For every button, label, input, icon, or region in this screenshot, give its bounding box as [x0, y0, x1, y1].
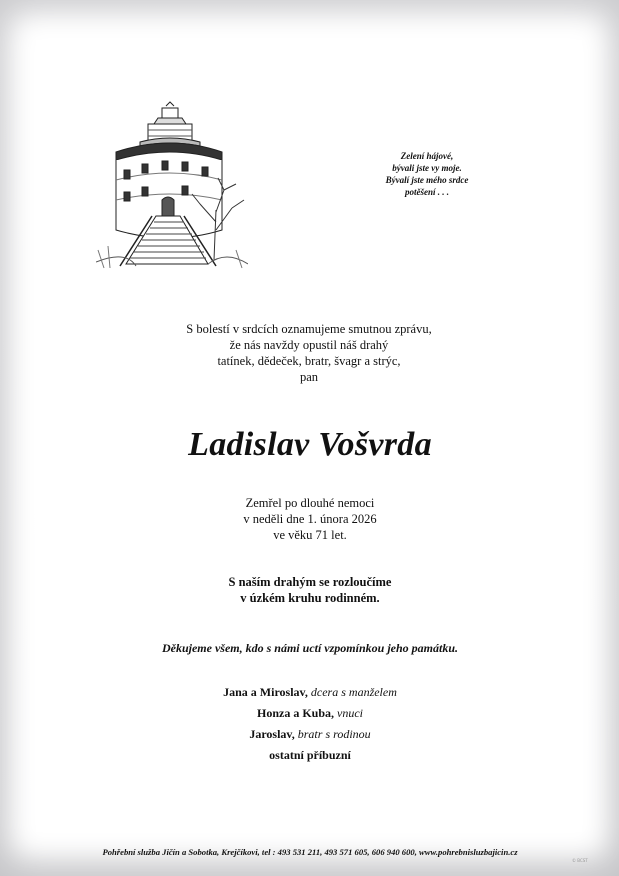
- death-details: [200, 495, 420, 543]
- mourner-relation: vnuci: [337, 706, 363, 720]
- deceased-name: Ladislav Vošvrda: [188, 426, 432, 463]
- poem-line: bývali jste vy moje.: [392, 163, 462, 173]
- mourner-row: [150, 703, 470, 724]
- mourners-list: [150, 682, 470, 766]
- mourner-row: [150, 745, 470, 766]
- mourner-row: [150, 724, 470, 745]
- mourner-relation: bratr s rodinou: [297, 727, 371, 741]
- corner-stamp: © BCST: [572, 858, 588, 863]
- poem-line: potěšení . . .: [405, 187, 449, 197]
- farewell-line: S naším drahým se rozloučíme: [228, 575, 392, 589]
- mourner-names: Honza a Kuba,: [256, 706, 334, 720]
- mourner-relation: dcera s manželem: [310, 685, 397, 699]
- farewell-line: v úzkém kruhu rodinném.: [240, 591, 380, 605]
- funeral-service-footer: Pohřební služba Jičín a Sobotka, Krejčíkovi, tel : 493 531 211, 493 571 605, 606 940 600, www.pohrebnisluzbajicin.cz: [102, 847, 518, 857]
- mourner-row: [150, 682, 470, 703]
- intro-line: S bolestí v srdcích oznamujeme smutnou zprávu,: [186, 322, 432, 336]
- mourner-names: Jaroslav,: [249, 727, 295, 741]
- intro-line: tatínek, dědeček, bratr, švagr a strýc,: [217, 354, 401, 368]
- announcement-intro: [150, 321, 468, 385]
- poem-line: Zelení hájové,: [400, 151, 454, 161]
- poem-quote: [372, 150, 482, 198]
- farewell-notice: [180, 574, 440, 606]
- mourner-names: ostatní příbuzní: [269, 748, 351, 762]
- death-line: Zemřel po dlouhé nemoci: [245, 496, 375, 510]
- thanks-line: Děkujeme všem, kdo s námi uctí vzpomínkou jeho památku.: [161, 641, 458, 655]
- intro-line: pan: [299, 370, 319, 384]
- castle-illustration: [96, 100, 248, 270]
- poem-line: Bývalí jste mého srdce: [385, 175, 469, 185]
- mourner-names: Jana a Miroslav,: [223, 685, 308, 699]
- intro-line: že nás navždy opustil náš drahý: [229, 338, 389, 352]
- death-line: ve věku 71 let.: [273, 528, 347, 542]
- death-line: v neděli dne 1. února 2026: [243, 512, 377, 526]
